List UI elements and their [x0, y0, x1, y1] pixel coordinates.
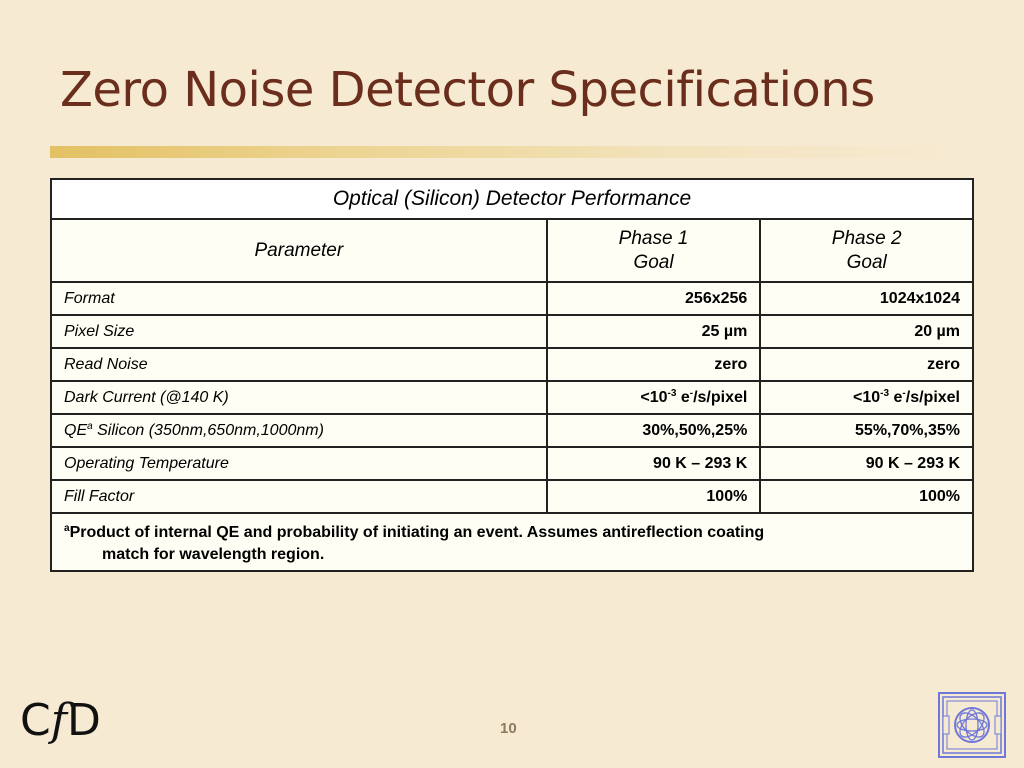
- row-qe-phase2: 55%,70%,35%: [760, 414, 973, 447]
- row-format-phase2: 1024x1024: [760, 282, 973, 315]
- row-operating-temp-phase1: 90 K – 293 K: [547, 447, 761, 480]
- cfd-logo: CfD: [20, 695, 101, 746]
- row-fill-factor-phase1: 100%: [547, 480, 761, 513]
- row-operating-temp-phase2: 90 K – 293 K: [760, 447, 973, 480]
- table-header-row: [51, 219, 973, 282]
- table-row: [51, 480, 973, 513]
- table-row: [51, 315, 973, 348]
- table-footnote: [51, 513, 973, 571]
- row-operating-temp-param: Operating Temperature: [51, 447, 547, 480]
- row-dark-current-phase1: $<10^{-3}$ e-/s/pixel: [547, 381, 761, 414]
- table-row: [51, 348, 973, 381]
- row-read-noise-phase2: zero: [760, 348, 973, 381]
- header-phase1-line2: Goal: [633, 251, 674, 273]
- footnote-line2: match for wavelength region.: [102, 546, 325, 563]
- row-read-noise-phase1: zero: [547, 348, 761, 381]
- row-pixel-size-phase1: 25 µm: [547, 315, 761, 348]
- row-pixel-size-param: Pixel Size: [51, 315, 547, 348]
- header-phase1: [547, 219, 761, 282]
- table-footnote-row: [51, 513, 973, 571]
- header-phase1-line1: Phase 1: [618, 227, 689, 249]
- row-format-param: Format: [51, 282, 547, 315]
- table-row: [51, 282, 973, 315]
- header-phase2-line2: Goal: [846, 251, 887, 273]
- row-dark-current-phase2: $<10^{-3}$ e-/s/pixel: [760, 381, 973, 414]
- spec-table: [50, 178, 974, 572]
- row-fill-factor-param: Fill Factor: [51, 480, 547, 513]
- header-phase2: [760, 219, 973, 282]
- table-row: [51, 447, 973, 480]
- table-caption: Optical (Silicon) Detector Performance: [51, 179, 973, 219]
- institution-emblem-icon: [938, 692, 1006, 758]
- title-underline-bar: [50, 146, 974, 158]
- row-qe-phase1: 30%,50%,25%: [547, 414, 761, 447]
- table-row: [51, 381, 973, 414]
- table-caption-row: [51, 179, 973, 219]
- row-read-noise-param: Read Noise: [51, 348, 547, 381]
- footnote-line1: Product of internal QE and probability of initiating an event. Assumes antireflection coating: [69, 524, 765, 541]
- row-fill-factor-phase2: 100%: [760, 480, 973, 513]
- header-phase2-line1: Phase 2: [831, 227, 902, 249]
- slide-title: Zero Noise Detector Specifications: [60, 62, 875, 118]
- page-number: 10: [500, 720, 517, 737]
- row-pixel-size-phase2: 20 µm: [760, 315, 973, 348]
- footnote-marker: a: [64, 523, 70, 534]
- row-format-phase1: 256x256: [547, 282, 761, 315]
- table-row: [51, 414, 973, 447]
- header-parameter: Parameter: [51, 219, 547, 282]
- row-qe-param: $QE^a$ Silicon (350nm,650nm,1000nm): [51, 414, 547, 447]
- row-dark-current-param: Dark Current (@140 K): [51, 381, 547, 414]
